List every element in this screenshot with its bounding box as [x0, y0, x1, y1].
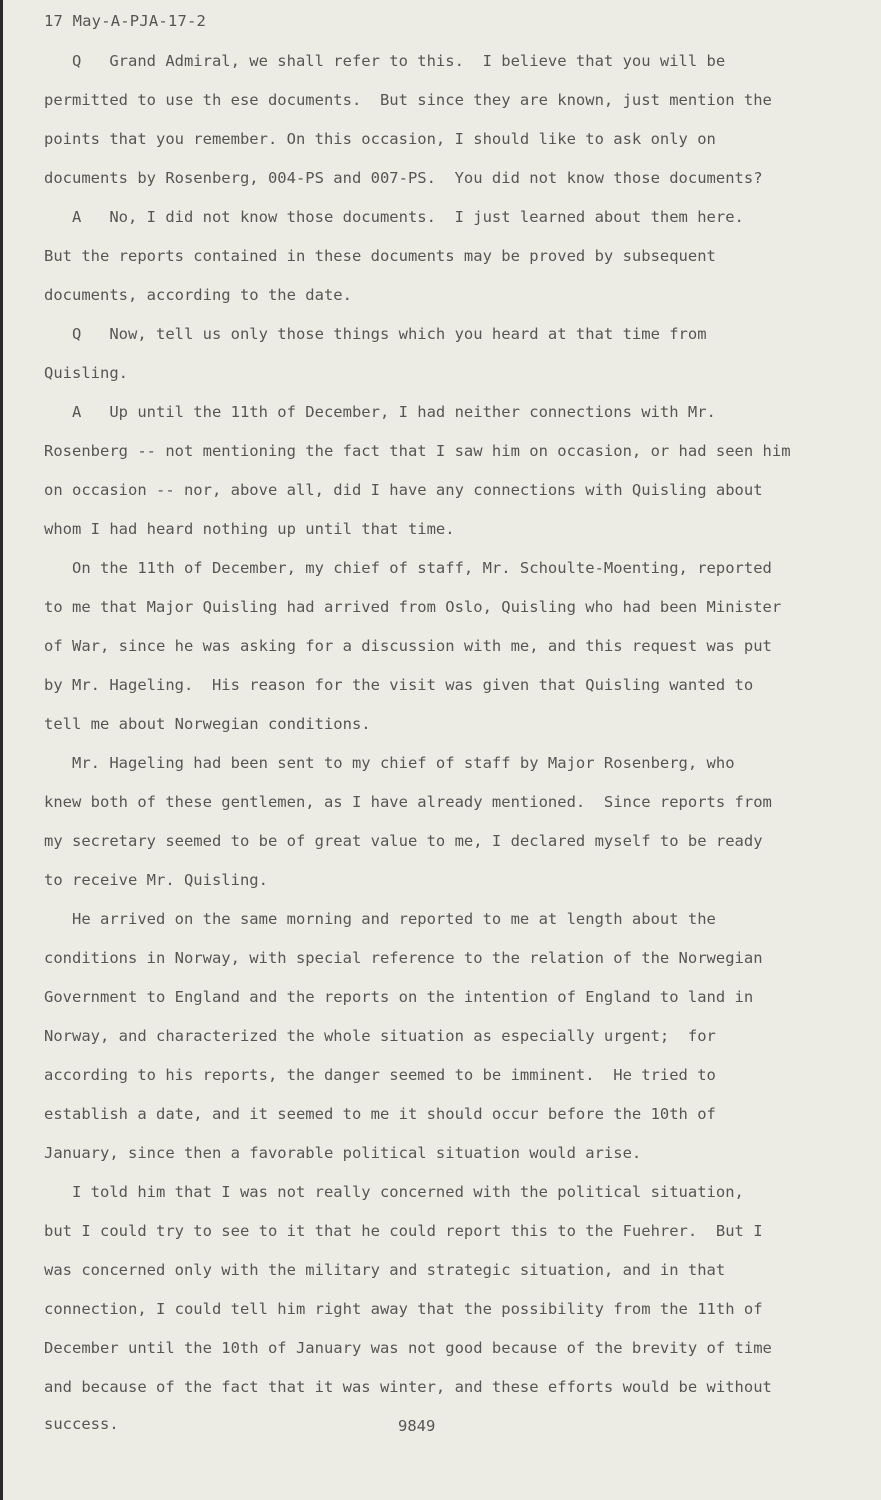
text-line: knew both of these gentlemen, as I have already mentioned. Since reports from [44, 793, 772, 811]
text-line: but I could try to see to it that he could report this to the Fuehrer. But I [44, 1222, 763, 1240]
text-line: permitted to use th ese documents. But since they are known, just mention the [44, 91, 772, 109]
text-line: establish a date, and it seemed to me it should occur before the 10th of [44, 1105, 716, 1123]
text-line: Q Grand Admiral, we shall refer to this. I believe that you will be [44, 52, 726, 70]
text-line: Government to England and the reports on the intention of England to land in [44, 988, 754, 1006]
document-body [44, 42, 814, 1407]
text-line: my secretary seemed to be of great value to me, I declared myself to be ready [44, 832, 763, 850]
text-line: Quisling. [44, 364, 128, 382]
text-line: documents by Rosenberg, 004-PS and 007-PS. You did not know those documents? [44, 169, 763, 187]
text-line: by Mr. Hageling. His reason for the visit was given that Quisling wanted to [44, 676, 754, 694]
text-line: tell me about Norwegian conditions. [44, 715, 371, 733]
text-line: to receive Mr. Quisling. [44, 871, 268, 889]
text-line: Mr. Hageling had been sent to my chief of staff by Major Rosenberg, who [44, 754, 735, 772]
text-line: Rosenberg -- not mentioning the fact that I saw him on occasion, or had seen him [44, 442, 791, 460]
text-line: December until the 10th of January was not good because of the brevity of time [44, 1339, 772, 1357]
text-line: I told him that I was not really concerned with the political situation, [44, 1183, 744, 1201]
text-line: and because of the fact that it was winter, and these efforts would be without [44, 1378, 772, 1396]
text-line: of War, since he was asking for a discussion with me, and this request was put [44, 637, 772, 655]
text-line: January, since then a favorable political situation would arise. [44, 1144, 642, 1162]
text-line: On the 11th of December, my chief of staff, Mr. Schoulte-Moenting, reported [44, 559, 772, 577]
page-number: 9849 [398, 1417, 436, 1435]
text-line: connection, I could tell him right away that the possibility from the 11th of [44, 1300, 763, 1318]
text-line: He arrived on the same morning and reported to me at length about the [44, 910, 716, 928]
text-line: conditions in Norway, with special reference to the relation of the Norwegian [44, 949, 763, 967]
text-line: A Up until the 11th of December, I had neither connections with Mr. [44, 403, 716, 421]
text-line: was concerned only with the military and strategic situation, and in that [44, 1261, 726, 1279]
text-line: to me that Major Quisling had arrived from Oslo, Quisling who had been Minister [44, 598, 782, 616]
text-line: according to his reports, the danger seemed to be imminent. He tried to [44, 1066, 716, 1084]
document-reference-header: 17 May-A-PJA-17-2 [44, 12, 207, 30]
final-line: success. [44, 1415, 119, 1433]
text-line: Q Now, tell us only those things which you heard at that time from [44, 325, 707, 343]
text-line: on occasion -- nor, above all, did I have any connections with Quisling about [44, 481, 763, 499]
text-line: But the reports contained in these documents may be proved by subsequent [44, 247, 716, 265]
text-line: Norway, and characterized the whole situation as especially urgent; for [44, 1027, 716, 1045]
text-line: documents, according to the date. [44, 286, 352, 304]
text-line: A No, I did not know those documents. I just learned about them here. [44, 208, 744, 226]
text-line: points that you remember. On this occasion, I should like to ask only on [44, 130, 716, 148]
text-line: whom I had heard nothing up until that time. [44, 520, 455, 538]
